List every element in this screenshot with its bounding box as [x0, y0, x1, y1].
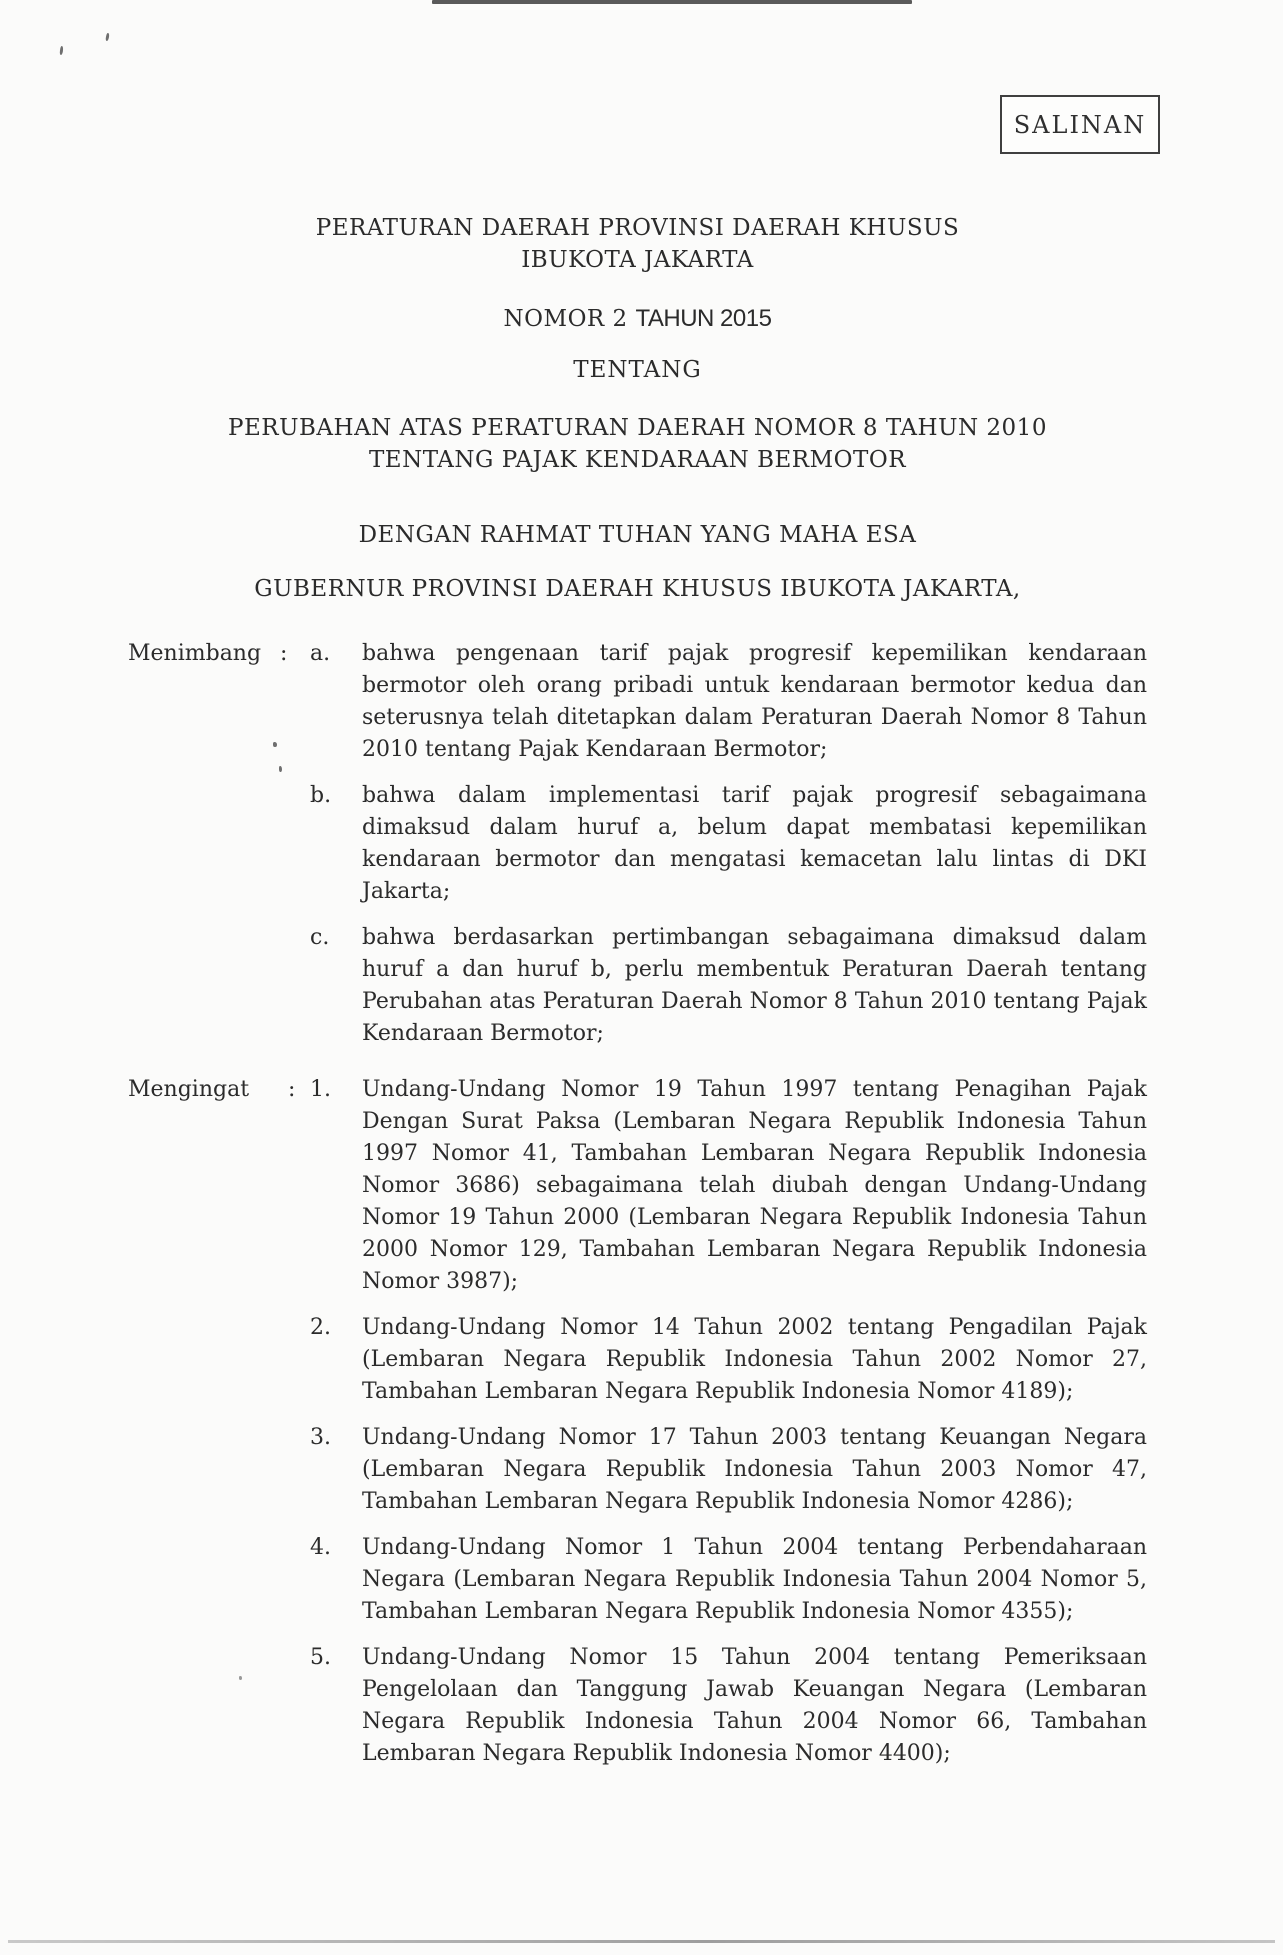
- doc-subject: [128, 412, 1147, 476]
- item-text: Undang-Undang Nomor 17 Tahun 2003 tentang Keuangan Negara (Lembaran Negara Republik Indonesia Tahun 2003 Nomor 47, Tambahan Lembaran Negara Republik Indonesia Nomor 4286);: [362, 1425, 1147, 1514]
- mengingat-item-4: [128, 1532, 1147, 1628]
- document-content: [0, 212, 1283, 1770]
- item-text: bahwa dalam implementasi tarif pajak progresif sebagaimana dimaksud dalam huruf a, belum dapat membatasi kepemilikan kendaraan bermotor dan mengatasi kemacetan lalu lintas di DKI Jakarta;: [362, 783, 1147, 904]
- item-text: Undang-Undang Nomor 15 Tahun 2004 tentang Pemeriksaan Pengelolaan dan Tanggung Jawab Keuangan Negara (Lembaran Negara Republik Indonesia Tahun 2004 Nomor 66, Tambahan Lembaran Negara Republik Indonesia Nomor 4400);: [362, 1645, 1147, 1766]
- mengingat-item-3: [128, 1422, 1147, 1518]
- salinan-stamp: [1000, 95, 1160, 154]
- item-marker: 1.: [310, 1077, 331, 1102]
- menimbang-item-c: [128, 922, 1147, 1050]
- mengingat-item-2: [128, 1312, 1147, 1408]
- authority-line: GUBERNUR PROVINSI DAERAH KHUSUS IBUKOTA JAKARTA,: [254, 576, 1021, 602]
- item-marker: b.: [310, 783, 332, 808]
- menimbang-colon: :: [280, 641, 288, 666]
- menimbang-label: Menimbang: [128, 641, 262, 666]
- doc-subject-line1: PERUBAHAN ATAS PERATURAN DAERAH NOMOR 8 TAHUN 2010: [228, 415, 1047, 441]
- salinan-stamp-label: SALINAN: [1013, 110, 1147, 139]
- item-text: Undang-Undang Nomor 14 Tahun 2002 tentang Pengadilan Pajak (Lembaran Negara Republik Indonesia Tahun 2002 Nomor 27, Tambahan Lembaran Negara Republik Indonesia Nomor 4189);: [362, 1315, 1147, 1404]
- scan-edge-line: [432, 0, 912, 4]
- invocation: DENGAN RAHMAT TUHAN YANG MAHA ESA: [358, 522, 917, 548]
- mengingat-section: [128, 1074, 1147, 1770]
- item-text: bahwa berdasarkan pertimbangan sebagaimana dimaksud dalam huruf a dan huruf b, perlu membentuk Peraturan Daerah tentang Perubahan atas Peraturan Daerah Nomor 8 Tahun 2010 tentang Pajak Kendaraan Bermotor;: [362, 925, 1147, 1046]
- item-marker: 2.: [310, 1315, 331, 1340]
- mengingat-colon: :: [288, 1077, 296, 1102]
- doc-title-line2: IBUKOTA JAKARTA: [521, 247, 754, 273]
- scan-speck: [105, 33, 110, 41]
- tentang-heading: TENTANG: [573, 357, 702, 383]
- item-marker: 3.: [310, 1425, 331, 1450]
- mengingat-label: Mengingat: [128, 1077, 250, 1102]
- mengingat-item-5: [128, 1642, 1147, 1770]
- item-text: Undang-Undang Nomor 19 Tahun 1997 tentang Penagihan Pajak Dengan Surat Paksa (Lembaran Negara Republik Indonesia Tahun 1997 Nomor 41, Tambahan Lembaran Negara Republik Indonesia Nomor 3686) sebagaimana telah diubah dengan Undang-Undang Nomor 19 Tahun 2000 (Lembaran Negara Republik Indonesia Tahun 2000 Nomor 129, Tambahan Lembaran Negara Republik Indonesia Nomor 3987);: [362, 1077, 1147, 1294]
- page-bottom-rule: [8, 1940, 1275, 1943]
- item-marker: 4.: [310, 1535, 331, 1560]
- scan-speck: [239, 1676, 242, 1680]
- doc-title-line1: PERATURAN DAERAH PROVINSI DAERAH KHUSUS: [315, 215, 960, 241]
- item-marker: 5.: [310, 1645, 331, 1670]
- menimbang-section: [128, 638, 1147, 1050]
- scan-speck: [279, 766, 282, 772]
- menimbang-item-a: [128, 638, 1147, 766]
- item-text: Undang-Undang Nomor 1 Tahun 2004 tentang Perbendaharaan Negara (Lembaran Negara Republik Indonesia Tahun 2004 Nomor 5, Tambahan Lembaran Negara Republik Indonesia Nomor 4355);: [362, 1535, 1147, 1624]
- doc-number-part1: NOMOR 2: [503, 306, 628, 332]
- scan-speck: [59, 46, 63, 55]
- item-marker: c.: [310, 925, 330, 950]
- mengingat-item-1: [128, 1074, 1147, 1298]
- scan-speck: [273, 742, 277, 747]
- doc-number-part2: TAHUN 2015: [635, 305, 772, 332]
- doc-title: [128, 212, 1147, 276]
- menimbang-item-b: [128, 780, 1147, 908]
- item-marker: a.: [310, 641, 331, 666]
- item-text: bahwa pengenaan tarif pajak progresif kepemilikan kendaraan bermotor oleh orang pribadi untuk kendaraan bermotor kedua dan seterusnya telah ditetapkan dalam Peraturan Daerah Nomor 8 Tahun 2010 tentang Pajak Kendaraan Bermotor;: [362, 641, 1147, 762]
- doc-subject-line2: TENTANG PAJAK KENDARAAN BERMOTOR: [368, 447, 907, 473]
- doc-number: [128, 305, 1147, 333]
